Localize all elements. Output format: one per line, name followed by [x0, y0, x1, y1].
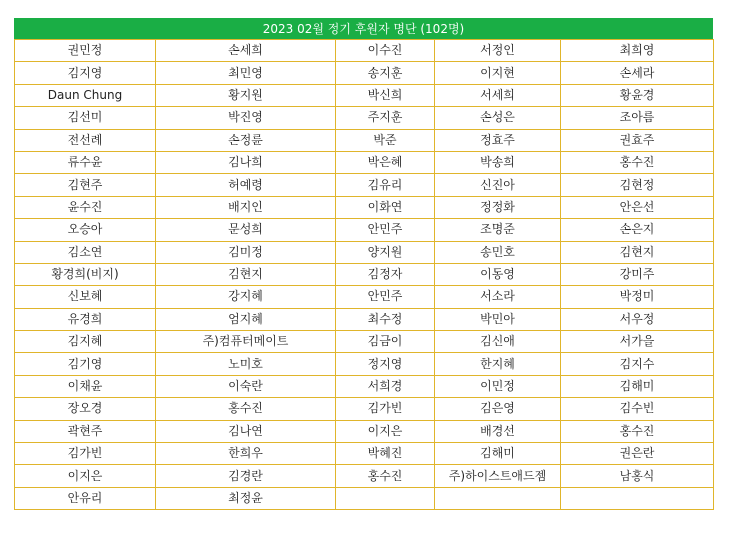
donor-name-cell: 손세라: [561, 62, 714, 84]
donor-name-cell: 황경희(비지): [15, 263, 156, 285]
donor-name-cell: 김가빈: [15, 443, 156, 465]
table-row: [15, 398, 714, 420]
table-row: [15, 241, 714, 263]
donor-name-cell: 안유리: [15, 487, 156, 509]
donor-name-cell: 김금이: [336, 331, 435, 353]
donor-name-cell: 홍수진: [561, 420, 714, 442]
donor-name-cell: 배지인: [156, 196, 336, 218]
table-row: [15, 151, 714, 173]
donor-name-cell: 황지원: [156, 84, 336, 106]
donor-name-cell: 이숙란: [156, 375, 336, 397]
donor-name-cell: 이채윤: [15, 375, 156, 397]
donor-name-cell: 김신애: [435, 331, 561, 353]
donor-name-cell: 이동영: [435, 263, 561, 285]
donor-name-cell: 김은영: [435, 398, 561, 420]
donor-name-cell: 홍수진: [156, 398, 336, 420]
donor-name-cell: 박진영: [156, 107, 336, 129]
table-row: [15, 465, 714, 487]
table-row: [15, 84, 714, 106]
donor-name-cell: 정정화: [435, 196, 561, 218]
donor-name-cell: 이지은: [15, 465, 156, 487]
donor-name-cell: 엄지혜: [156, 308, 336, 330]
donor-name-cell: 김경란: [156, 465, 336, 487]
donor-name-cell: 김해미: [561, 375, 714, 397]
donor-name-cell: 김선미: [15, 107, 156, 129]
donor-name-cell: 박송희: [435, 151, 561, 173]
donor-name-cell: 김현지: [156, 263, 336, 285]
donor-name-cell: 이지은: [336, 420, 435, 442]
donor-name-cell: 박신희: [336, 84, 435, 106]
donor-name-cell: 김지영: [15, 62, 156, 84]
table-row: [15, 286, 714, 308]
donor-table: [14, 39, 714, 510]
donor-name-cell: 김현주: [15, 174, 156, 196]
table-row: [15, 219, 714, 241]
donor-name-cell: 박민아: [435, 308, 561, 330]
donor-name-cell: 배경선: [435, 420, 561, 442]
donor-name-cell: [435, 487, 561, 509]
donor-name-cell: 서세희: [435, 84, 561, 106]
donor-name-cell: 김기영: [15, 353, 156, 375]
donor-name-cell: 안민주: [336, 219, 435, 241]
donor-name-cell: 정지영: [336, 353, 435, 375]
donor-name-cell: 박은혜: [336, 151, 435, 173]
donor-name-cell: 유경희: [15, 308, 156, 330]
donor-name-cell: 주지훈: [336, 107, 435, 129]
donor-name-cell: 이민정: [435, 375, 561, 397]
table-row: [15, 174, 714, 196]
donor-name-cell: 김현정: [561, 174, 714, 196]
donor-name-cell: 손세희: [156, 40, 336, 62]
donor-name-cell: 신진아: [435, 174, 561, 196]
donor-name-cell: 서소라: [435, 286, 561, 308]
donor-name-cell: 권은란: [561, 443, 714, 465]
donor-name-cell: 곽현주: [15, 420, 156, 442]
donor-name-cell: 김현지: [561, 241, 714, 263]
donor-name-cell: 김수빈: [561, 398, 714, 420]
donor-name-cell: 조아름: [561, 107, 714, 129]
donor-name-cell: 서우정: [561, 308, 714, 330]
donor-name-cell: 손은지: [561, 219, 714, 241]
table-row: [15, 40, 714, 62]
donor-name-cell: 오승아: [15, 219, 156, 241]
donor-name-cell: 정효주: [435, 129, 561, 151]
donor-name-cell: 손정륜: [156, 129, 336, 151]
donor-name-cell: 최수정: [336, 308, 435, 330]
donor-name-cell: 송민호: [435, 241, 561, 263]
donor-name-cell: 홍수진: [336, 465, 435, 487]
donor-name-cell: 류수윤: [15, 151, 156, 173]
donor-name-cell: 주)하이스트애드젬: [435, 465, 561, 487]
donor-name-cell: 양지원: [336, 241, 435, 263]
donor-name-cell: 김정자: [336, 263, 435, 285]
donor-name-cell: 장오경: [15, 398, 156, 420]
table-row: [15, 420, 714, 442]
donor-name-cell: 강미주: [561, 263, 714, 285]
donor-name-cell: 송지훈: [336, 62, 435, 84]
donor-name-cell: 남홍식: [561, 465, 714, 487]
donor-name-cell: 강지혜: [156, 286, 336, 308]
donor-name-cell: 손성은: [435, 107, 561, 129]
donor-name-cell: 김소연: [15, 241, 156, 263]
donor-name-cell: 황윤경: [561, 84, 714, 106]
donor-name-cell: 이지현: [435, 62, 561, 84]
donor-name-cell: 김미정: [156, 241, 336, 263]
sheet-title: 2023 02월 정기 후원자 명단 (102명): [14, 18, 713, 39]
donor-name-cell: 김유리: [336, 174, 435, 196]
donor-name-cell: 최희영: [561, 40, 714, 62]
donor-name-cell: 서정인: [435, 40, 561, 62]
table-row: [15, 196, 714, 218]
donor-name-cell: [561, 487, 714, 509]
donor-name-cell: 김나연: [156, 420, 336, 442]
donor-name-cell: 전선례: [15, 129, 156, 151]
donor-name-cell: 권민정: [15, 40, 156, 62]
donor-name-cell: 서가을: [561, 331, 714, 353]
donor-name-cell: 안은선: [561, 196, 714, 218]
donor-name-cell: 김가빈: [336, 398, 435, 420]
table-row: [15, 263, 714, 285]
donor-name-cell: 김지수: [561, 353, 714, 375]
donor-name-cell: 김해미: [435, 443, 561, 465]
donor-table-body: [15, 40, 714, 510]
donor-name-cell: 박준: [336, 129, 435, 151]
table-row: [15, 308, 714, 330]
table-row: [15, 331, 714, 353]
donor-name-cell: 박정미: [561, 286, 714, 308]
donor-name-cell: 문성희: [156, 219, 336, 241]
table-row: [15, 375, 714, 397]
donor-name-cell: 한희우: [156, 443, 336, 465]
donor-name-cell: 김지혜: [15, 331, 156, 353]
donor-name-cell: 주)컴퓨터메이트: [156, 331, 336, 353]
donor-name-cell: 신보혜: [15, 286, 156, 308]
donor-name-cell: 최민영: [156, 62, 336, 84]
donor-name-cell: 이수진: [336, 40, 435, 62]
donor-name-cell: 조명준: [435, 219, 561, 241]
donor-name-cell: [336, 487, 435, 509]
donor-name-cell: 서희경: [336, 375, 435, 397]
donor-name-cell: 권효주: [561, 129, 714, 151]
donor-name-cell: 박혜진: [336, 443, 435, 465]
table-row: [15, 487, 714, 509]
donor-name-cell: 한지혜: [435, 353, 561, 375]
donor-name-cell: 김나희: [156, 151, 336, 173]
donor-name-cell: 안민주: [336, 286, 435, 308]
donor-name-cell: 최정윤: [156, 487, 336, 509]
table-row: [15, 353, 714, 375]
donor-name-cell: 노미호: [156, 353, 336, 375]
donor-name-cell: 허예령: [156, 174, 336, 196]
donor-sheet: [14, 18, 713, 510]
table-row: [15, 129, 714, 151]
table-row: [15, 107, 714, 129]
table-row: [15, 443, 714, 465]
donor-name-cell: 윤수진: [15, 196, 156, 218]
table-row: [15, 62, 714, 84]
donor-name-cell: 홍수진: [561, 151, 714, 173]
donor-name-cell: 이화연: [336, 196, 435, 218]
donor-name-cell: Daun Chung: [15, 84, 156, 106]
